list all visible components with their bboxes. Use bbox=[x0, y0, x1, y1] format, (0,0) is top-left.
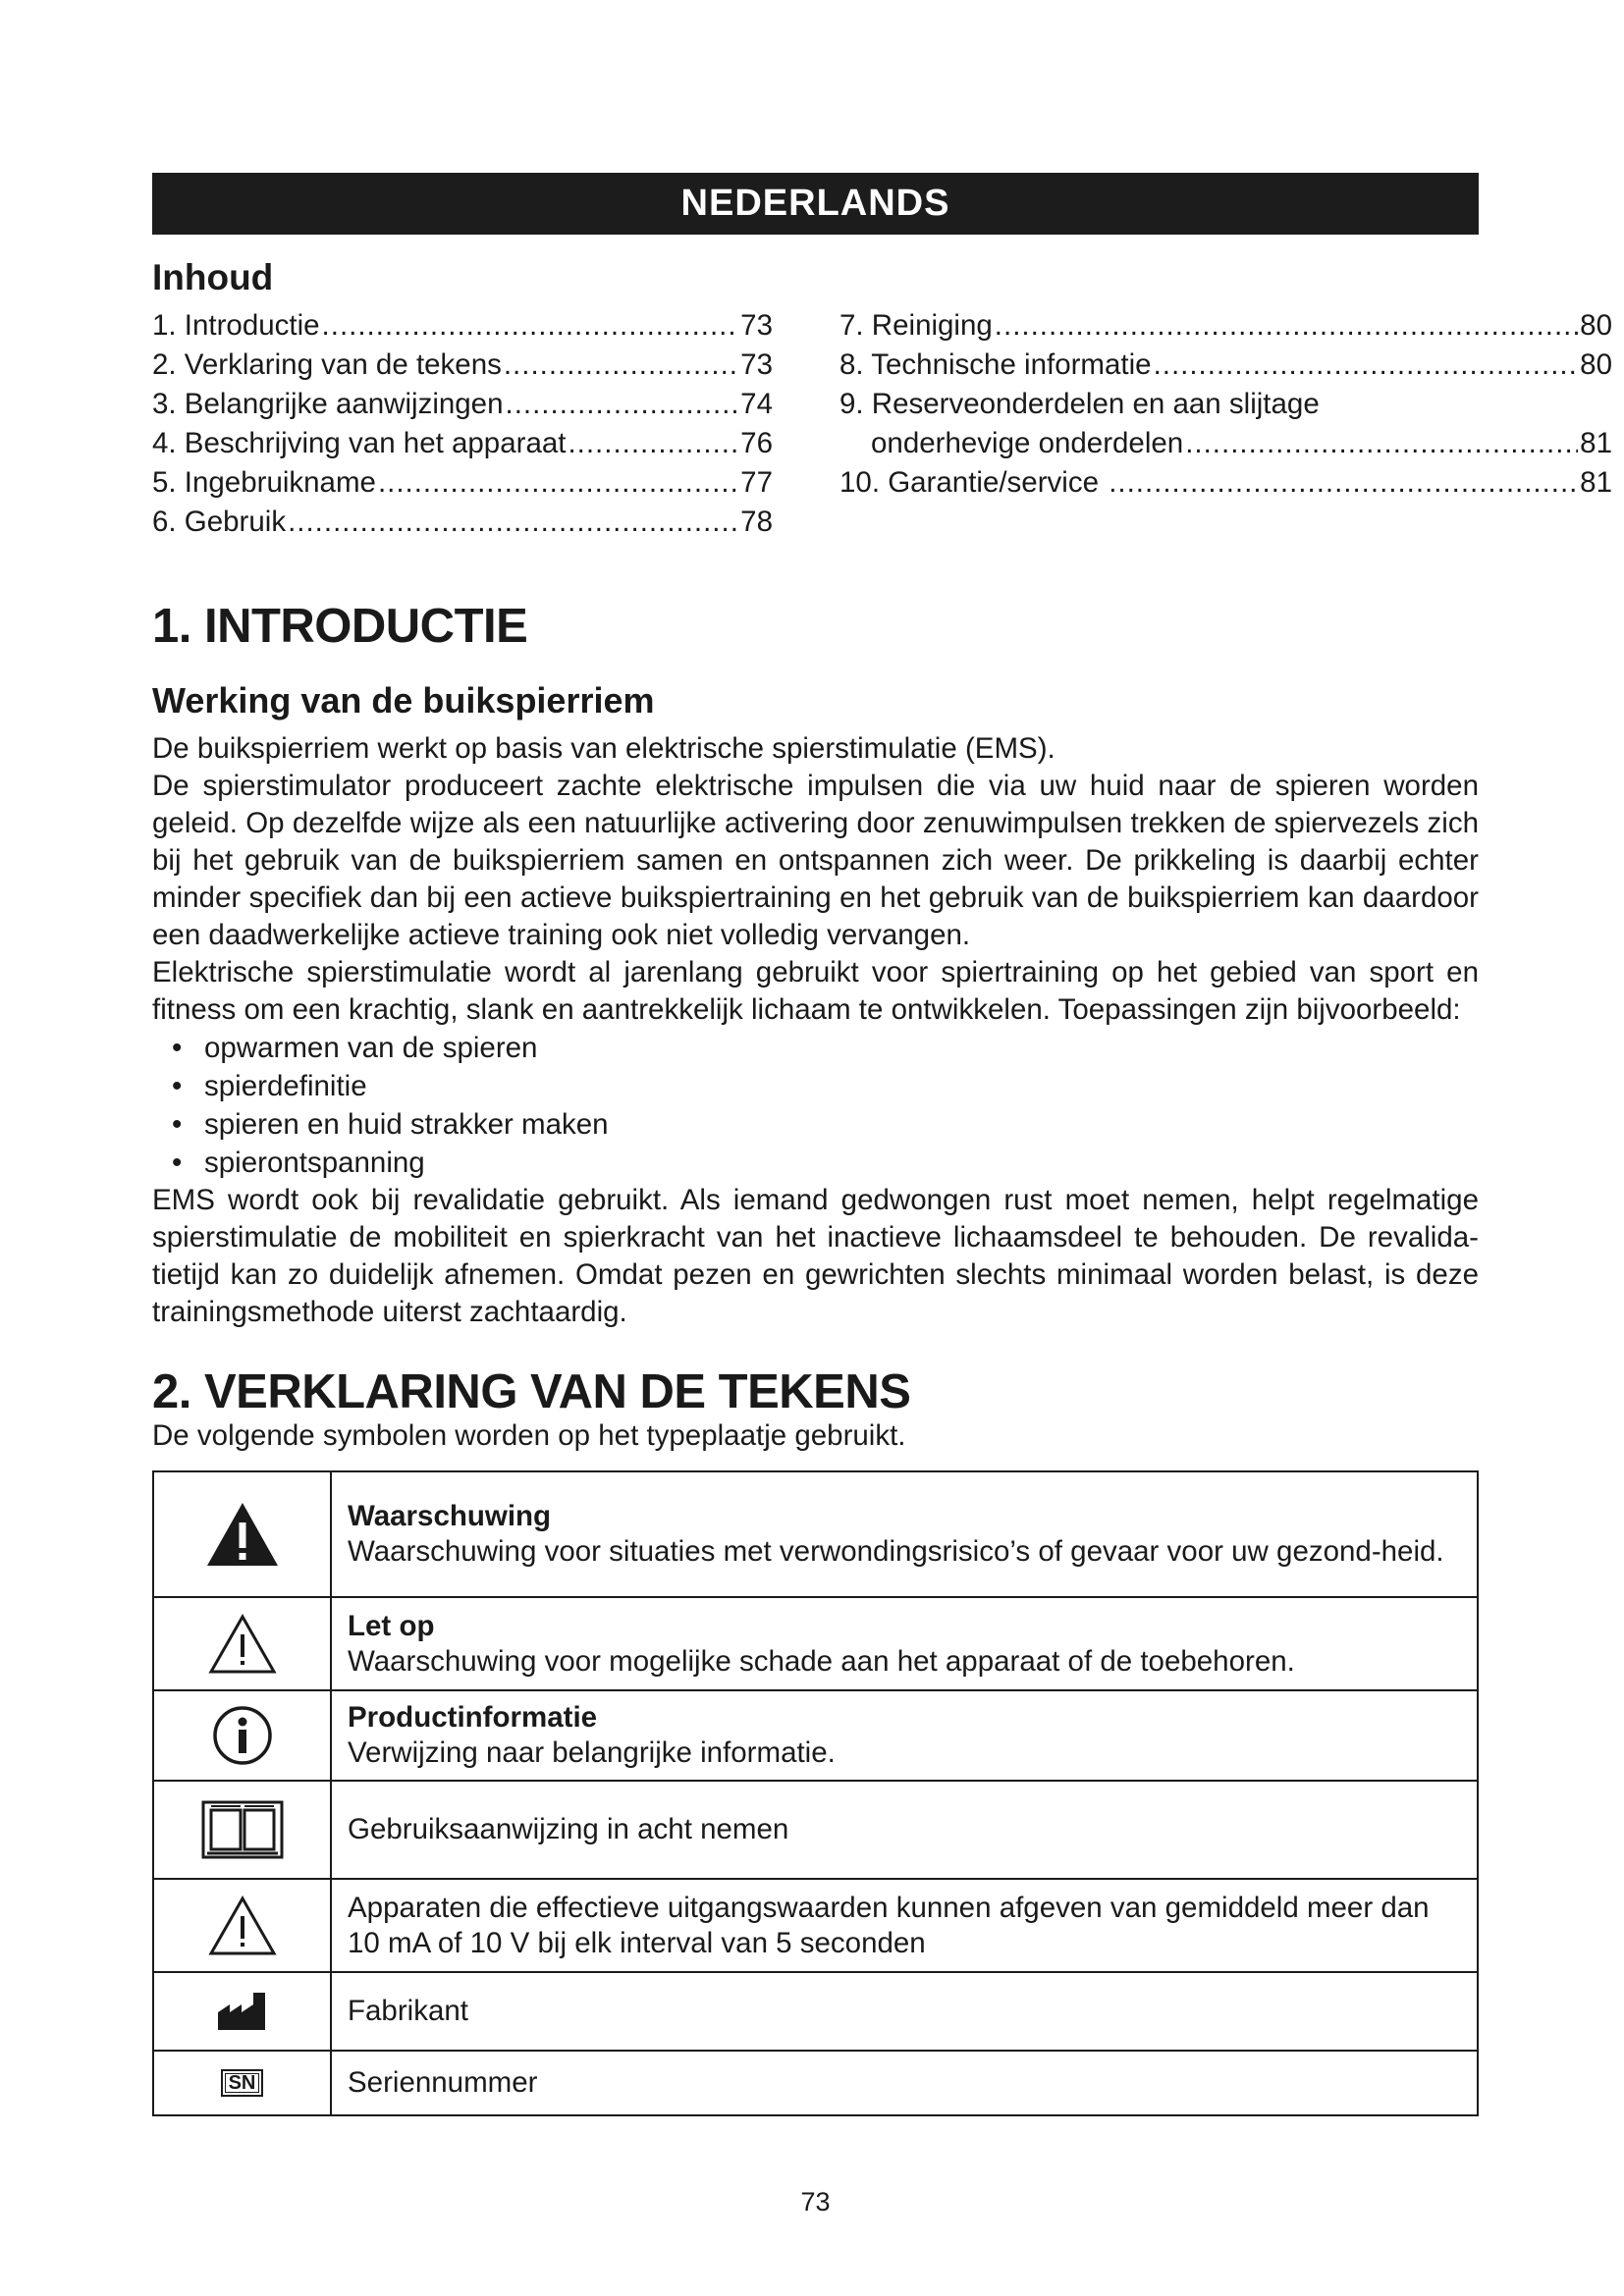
table-row bbox=[153, 1597, 1478, 1690]
serial-number-icon: SN bbox=[153, 2051, 331, 2115]
toc-entry-continued[interactable]: onderhevige onderdelen ..... 81 bbox=[839, 424, 1612, 463]
toc-entry[interactable]: 5. Ingebruikname ..... 77 bbox=[152, 463, 773, 503]
toc-entry[interactable]: 9. Reserveonderdelen en aan slijtage bbox=[839, 388, 1320, 420]
page-number: 73 bbox=[800, 2187, 831, 2216]
table-row bbox=[153, 2051, 1478, 2115]
intro-paragraph-2: De spierstimulator produceert zachte elektrische impulsen die via uw huid naar de spieren worden geleid. Op dezelfde wijze als een natuurlijke activering door zenuwimpulsen trekken de spiervezels zich bij het gebruik van de buikspierriem samen en ontspannen zich weer. De prikkeling is daarbij echter minder specifiek dan bij een actieve buikspiertraining en het gebruik van de buikspierriem kan daardoor een daadwerkelijke actieve training ook niet volledig vervangen. bbox=[152, 770, 1479, 951]
toc-entry[interactable]: 7. Reiniging ..... 80 bbox=[839, 306, 1612, 346]
symbol-description: Let op Waarschuwing voor mogelijke schade aan het apparaat of de toebehoren. bbox=[331, 1597, 1478, 1690]
table-row bbox=[153, 1879, 1478, 1972]
applications-list bbox=[152, 1029, 1479, 1182]
symbols-intro: De volgende symbolen worden op het typeplaatje gebruikt. bbox=[152, 1419, 906, 1452]
list-item: • spierontspanning bbox=[152, 1144, 1479, 1182]
symbol-description: Fabrikant bbox=[331, 1972, 1478, 2051]
section-heading-verklaring: 2. VERKLARING VAN DE TEKENS bbox=[152, 1365, 911, 1418]
manual-book-icon bbox=[153, 1781, 331, 1879]
list-item: • spierdefinitie bbox=[152, 1067, 1479, 1105]
table-row bbox=[153, 1781, 1478, 1879]
toc-entry[interactable]: 3. Belangrijke aanwijzingen ..... 74 bbox=[152, 385, 773, 424]
caution-outline-icon bbox=[153, 1597, 331, 1690]
toc-entry[interactable]: 4. Beschrijving van het apparaat ..... 76 bbox=[152, 424, 773, 463]
table-row bbox=[153, 1972, 1478, 2051]
toc-entry[interactable]: 10. Garantie/service ..... 81 bbox=[839, 463, 1612, 503]
intro-paragraph-3: Elektrische spierstimulatie wordt al jarenlang gebruikt voor spiertraining op het gebied van sport en fitness om een krachtig, slank en aantrekkelijk lichaam te ontwikkelen. Toepassingen zijn bijvoorbeeld: bbox=[152, 956, 1479, 1026]
manufacturer-icon bbox=[153, 1972, 331, 2051]
symbol-description: Waarschuwing Waarschuwing voor situaties met verwondingsrisico’s of gevaar voor uw gezond-heid. bbox=[331, 1471, 1478, 1597]
toc-entry[interactable]: 1. Introductie ..... 73 bbox=[152, 306, 773, 346]
symbol-description: Gebruiksaanwijzing in acht nemen bbox=[331, 1781, 1478, 1879]
list-item: • opwarmen van de spieren bbox=[152, 1029, 1479, 1067]
intro-body bbox=[152, 730, 1479, 1331]
section-heading-introductie: 1. INTRODUCTIE bbox=[152, 600, 528, 653]
caution-outline-icon bbox=[153, 1879, 331, 1972]
toc-entry[interactable]: 8. Technische informatie ..... 80 bbox=[839, 346, 1612, 385]
intro-paragraph-1: De buikspierriem werkt op basis van elektrische spierstimulatie (EMS). bbox=[152, 732, 1056, 765]
toc-left-column bbox=[152, 306, 773, 542]
subheading-werking: Werking van de buikspierriem bbox=[152, 680, 655, 721]
info-icon bbox=[153, 1690, 331, 1781]
list-item: • spieren en huid strakker maken bbox=[152, 1105, 1479, 1144]
language-header: NEDERLANDS bbox=[152, 173, 1479, 235]
symbols-table bbox=[152, 1470, 1479, 2116]
symbol-description: Productinformatie Verwijzing naar belangrijke informatie. bbox=[331, 1690, 1478, 1781]
toc-entry[interactable]: 2. Verklaring van de tekens ..... 73 bbox=[152, 346, 773, 385]
symbol-description: Apparaten die effectieve uitgangswaarden kunnen afgeven van gemiddeld meer dan 10 mA of 10 V bij elk interval van 5 seconden bbox=[331, 1879, 1478, 1972]
table-row bbox=[153, 1690, 1478, 1781]
toc-right-column bbox=[839, 306, 1612, 503]
warning-filled-icon bbox=[153, 1471, 331, 1597]
table-row bbox=[153, 1471, 1478, 1597]
symbol-description: Seriennummer bbox=[331, 2051, 1478, 2115]
toc-entry[interactable]: 6. Gebruik ..... 78 bbox=[152, 503, 773, 542]
toc-title: Inhoud bbox=[152, 257, 274, 297]
intro-paragraph-4: EMS wordt ook bij revalidatie gebruikt. Als iemand gedwongen rust moet nemen, helpt regelmatige spierstimulatie de mobiliteit en spierkracht van het inactieve lichaamsdeel te behouden. De revalida-tietijd kan zo duidelijk afnemen. Omdat pezen en gewrichten slechts minimaal worden belast, is deze trainingsmethode uiterst zachtaardig. bbox=[152, 1184, 1479, 1328]
